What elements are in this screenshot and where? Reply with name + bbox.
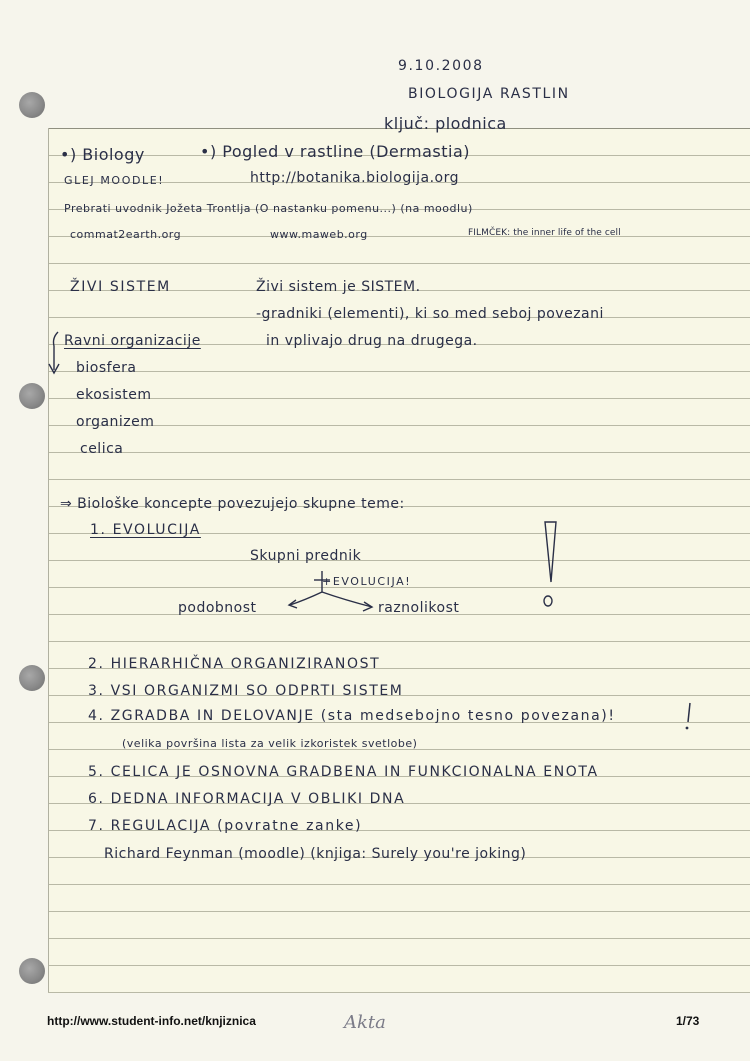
- living-system-def-2: -gradniki (elementi), ki so med seboj povezani: [256, 306, 604, 322]
- concept-note: (velika površina lista za velik izkoristek svetlobe): [122, 737, 418, 750]
- concept-item: 6. DEDNA INFORMACIJA V OBLIKI DNA: [88, 791, 406, 807]
- diagram-left: podobnost: [178, 600, 257, 616]
- brand-logo: Akta: [344, 1012, 386, 1033]
- level-item: organizem: [76, 414, 155, 430]
- ref-commat: commat2earth.org: [70, 228, 182, 241]
- exclamation-dot-icon: [544, 596, 552, 606]
- ref-film: FILMČEK: the inner life of the cell: [468, 228, 621, 238]
- header-subject: BIOLOGIJA RASTLIN: [408, 86, 570, 102]
- living-system-def-1: Živi sistem je SISTEM.: [256, 279, 421, 295]
- living-system-def-3: in vplivajo drug na drugega.: [266, 333, 478, 349]
- ref-url-botanika: http://botanika.biologija.org: [250, 170, 460, 186]
- exclamation-mark-icon: [545, 522, 556, 582]
- concept-item: 2. HIERARHIČNA ORGANIZIRANOST: [88, 656, 381, 672]
- concepts-intro: ⇒ Biološke koncepte povezujejo skupne teme:: [60, 496, 405, 512]
- concept-item: 7. REGULACIJA (povratne zanke): [88, 818, 363, 834]
- concept-item: 5. CELICA JE OSNOVNA GRADBENA IN FUNKCIONALNA ENOTA: [88, 764, 599, 780]
- diagram-middle: +EVOLUCIJA!: [322, 575, 412, 588]
- diagram-branch-right: [322, 592, 372, 607]
- living-system-title: ŽIVI SISTEM: [70, 279, 171, 295]
- footer-url[interactable]: http://www.student-info.net/knjiznica: [47, 1014, 256, 1028]
- levels-title: Ravni organizacije: [64, 333, 201, 349]
- concept-item: 3. VSI ORGANIZMI SO ODPRTI SISTEM: [88, 683, 404, 699]
- page-number: 1/73: [676, 1014, 700, 1028]
- ref-biology: •) Biology: [60, 145, 145, 164]
- ref-moodle: GLEJ MOODLE!: [64, 174, 165, 187]
- level-item: ekosistem: [76, 387, 152, 403]
- diagram-branch-left: [290, 592, 322, 605]
- level-item: celica: [80, 441, 124, 457]
- ref-book: •) Pogled v rastline (Dermastia): [200, 142, 471, 161]
- header-date: 9.10.2008: [398, 58, 484, 74]
- ref-trontelj: Prebrati uvodnik Jožeta Trontlja (O nastanku pomenu...) (na moodlu): [64, 202, 473, 215]
- ref-maweb: www.maweb.org: [270, 228, 368, 241]
- header-keyword: ključ: plodnica: [384, 114, 507, 133]
- level-item: biosfera: [76, 360, 137, 376]
- small-exclamation-icon: [688, 703, 690, 722]
- concept-item-1: 1. EVOLUCIJA: [90, 522, 201, 538]
- concept-feynman: Richard Feynman (moodle) (knjiga: Surely you're joking): [104, 846, 527, 862]
- levels-arrow-icon: [54, 332, 59, 370]
- diagram-right: raznolikost: [378, 600, 460, 616]
- diagram-top: Skupni prednik: [250, 548, 362, 564]
- concept-item: 4. ZGRADBA IN DELOVANJE (sta medsebojno tesno povezana)!: [88, 708, 616, 724]
